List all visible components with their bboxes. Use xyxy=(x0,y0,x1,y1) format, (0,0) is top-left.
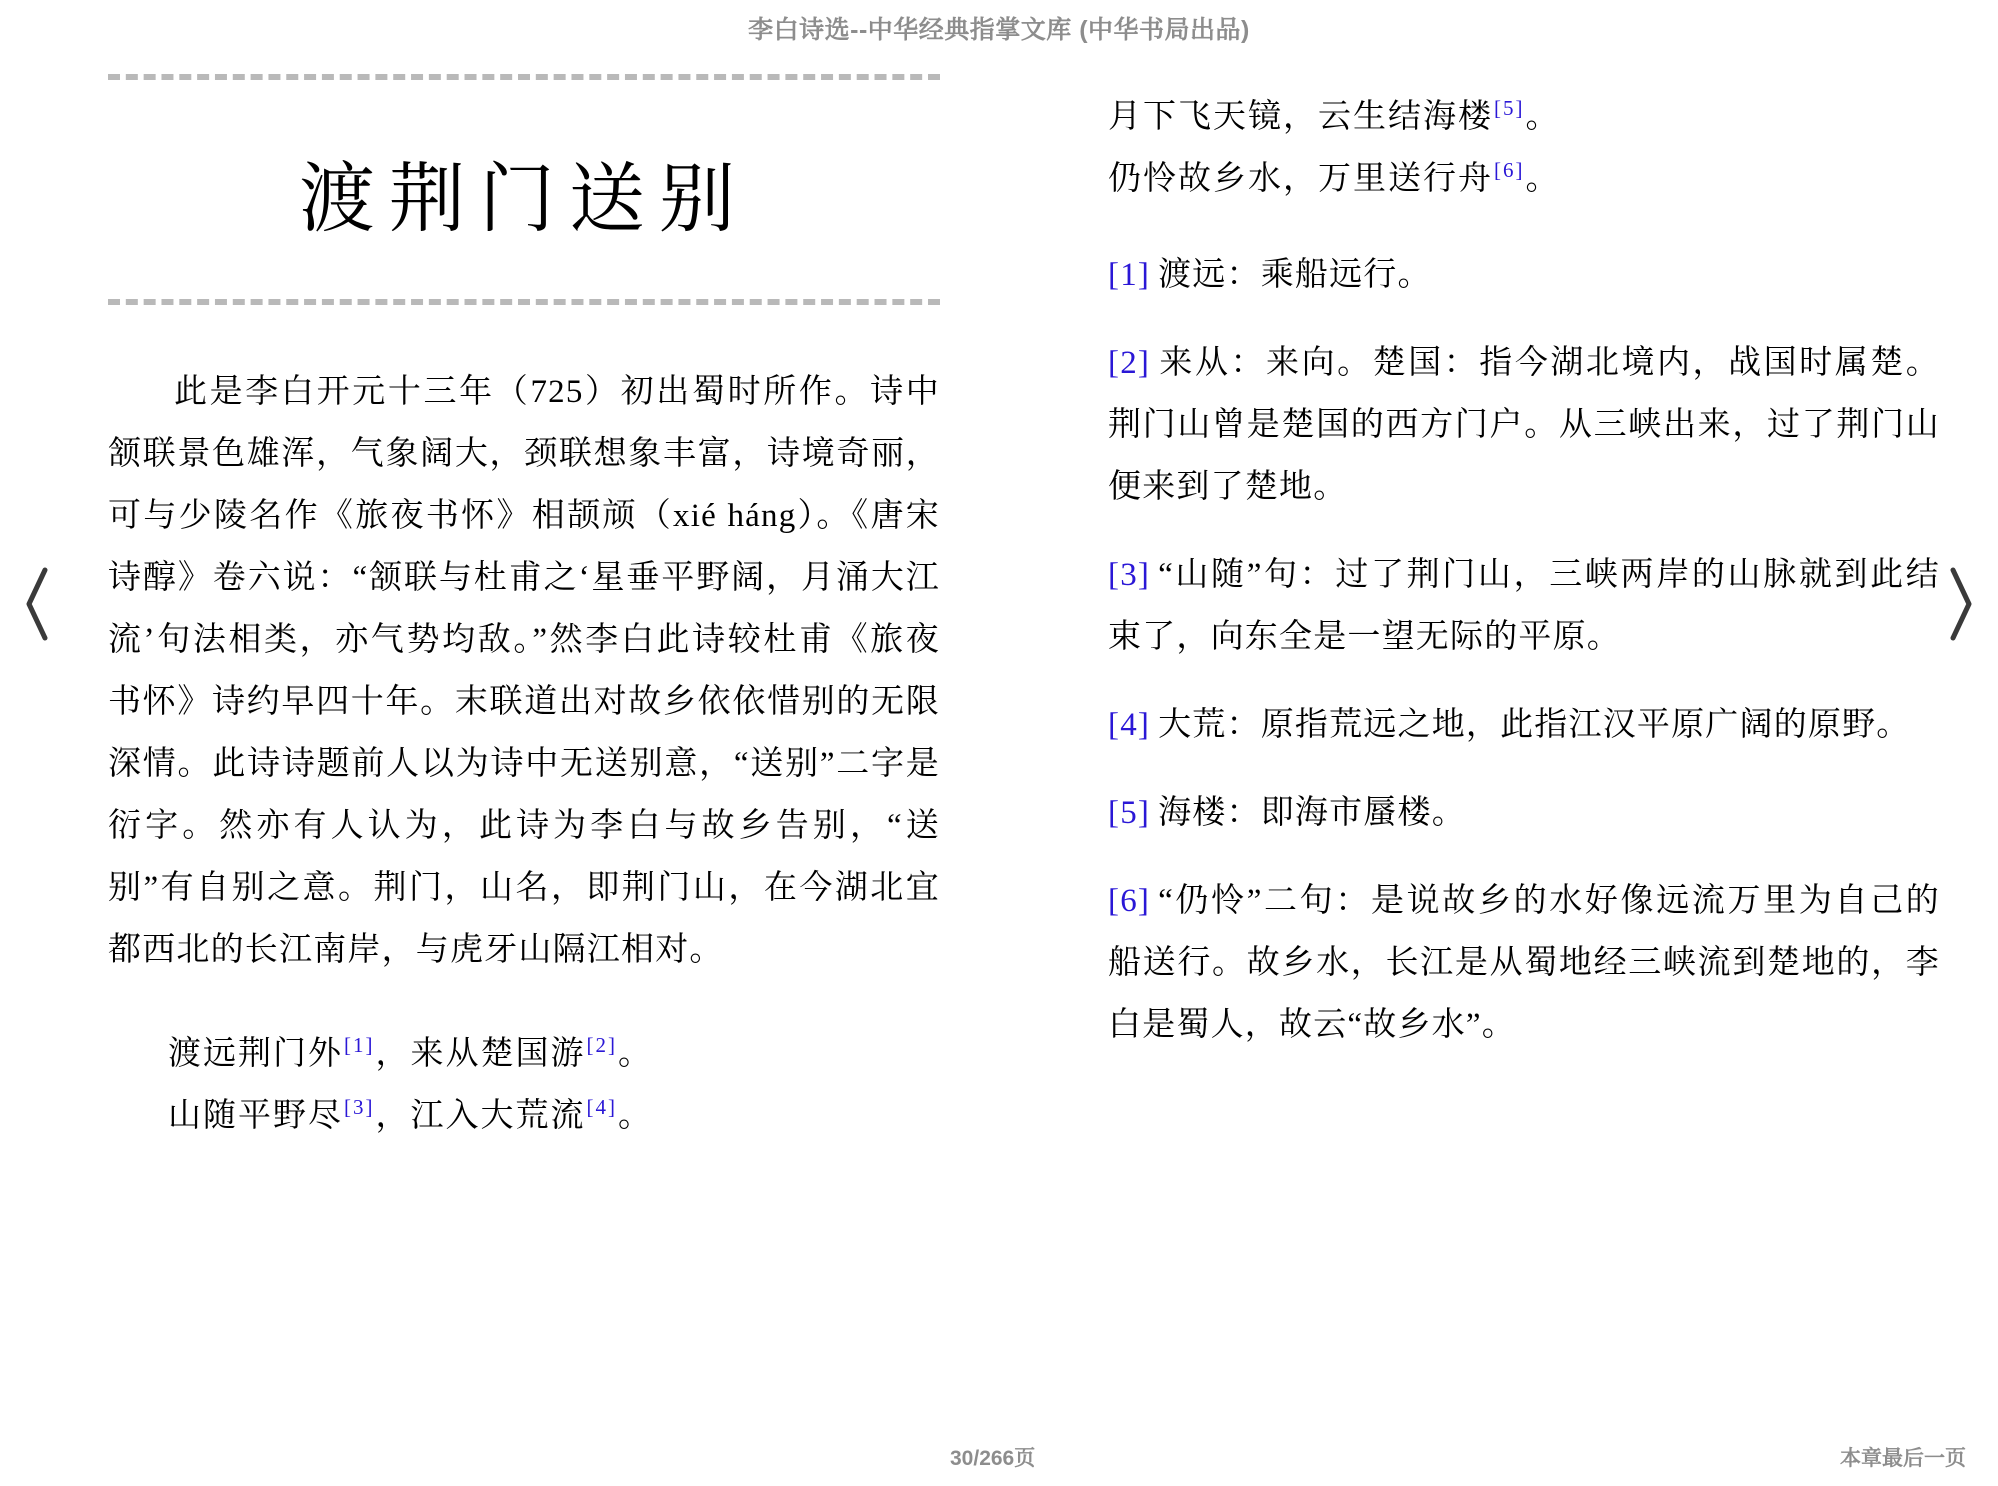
footnote-ref-3[interactable]: [3] xyxy=(344,1095,375,1119)
footnote-text: 渡远：乘船远行。 xyxy=(1158,257,1432,293)
footnote-ref-6[interactable]: [6] xyxy=(1494,158,1525,182)
left-column xyxy=(108,56,940,1147)
poem-text: 月下飞天镜，云生结海楼 xyxy=(1108,99,1493,135)
footnote-item xyxy=(1108,332,1940,518)
footnote-text: 海楼：即海市蜃楼。 xyxy=(1158,795,1466,831)
right-column xyxy=(1108,56,1940,1082)
footnote-ref-2[interactable]: [2] xyxy=(586,1033,617,1057)
footnote-list xyxy=(1108,244,1940,1056)
intro-paragraph: 此是李白开元十三年（725）初出蜀时所作。诗中颔联景色雄浑，气象阔大，颈联想象丰富，诗境奇丽，可与少陵名作《旅夜书怀》相颉颃（xié háng）。《唐宋诗醇》卷六说：“颔联与杜甫之‘星垂平野阔，月涌大江流’句法相类，亦气势均敌。”然李白此诗较杜甫《旅夜书怀》诗约早四十年。末联道出对故乡依依惜别的无限深情。此诗诗题前人以为诗中无送别意，“送别”二字是衍字。然亦有人认为，此诗为李白与故乡告别，“送别”有自别之意。荆门，山名，即荆门山，在今湖北宜都西北的长江南岸，与虎牙山隔江相对。 xyxy=(108,374,940,968)
footnote-item xyxy=(1108,244,1940,306)
footnote-text: 来从：来向。楚国：指今湖北境内，战国时属楚。荆门山曾是楚国的西方门户。从三峡出来，过了荆门山便来到了楚地。 xyxy=(1108,345,1940,505)
footnote-marker[interactable]: [1] xyxy=(1108,257,1151,293)
footnote-item xyxy=(1108,544,1940,668)
chapter-title: 渡荆门送别 xyxy=(299,158,749,242)
poem-line xyxy=(108,1023,940,1085)
poem-text: 山随平野尽 xyxy=(168,1098,343,1134)
footnote-ref-4[interactable]: [4] xyxy=(586,1095,617,1119)
poem-block-left xyxy=(108,1023,940,1147)
footnote-text: “仍怜”二句：是说故乡的水好像远流万里为自己的船送行。故乡水，长江是从蜀地经三峡流到楚地的，李白是蜀人，故云“故乡水”。 xyxy=(1108,883,1940,1043)
poem-text: 。 xyxy=(618,1098,653,1134)
footnote-item xyxy=(1108,870,1940,1056)
footnote-marker[interactable]: [5] xyxy=(1108,795,1151,831)
poem-text: 。 xyxy=(1525,99,1561,135)
poem-line xyxy=(108,1085,940,1147)
title-rule-bottom xyxy=(108,299,940,305)
chapter-position-label: 本章最后一页 xyxy=(1840,1447,1966,1470)
poem-text: ，江入大荒流 xyxy=(375,1098,586,1134)
footnote-ref-1[interactable]: [1] xyxy=(344,1033,375,1057)
footnote-marker[interactable]: [6] xyxy=(1108,883,1151,919)
book-title-text: 李白诗选--中华经典指掌文库 (中华书局出品) xyxy=(748,16,1250,44)
poem-block-right xyxy=(1108,86,1940,210)
poem-line xyxy=(1108,86,1940,148)
poem-text: 渡远荆门外 xyxy=(168,1036,343,1072)
footnote-text: 大荒：原指荒远之地，此指江汉平原广阔的原野。 xyxy=(1158,707,1911,743)
page-progress-label: 30/266页 xyxy=(950,1447,1036,1470)
footnote-text: “山随”句：过了荆门山，三峡两岸的山脉就到此结束了，向东全是一望无际的平原。 xyxy=(1108,557,1940,655)
poem-text: 仍怜故乡水，万里送行舟 xyxy=(1108,161,1493,197)
poem-text: 。 xyxy=(618,1036,653,1072)
footnote-item xyxy=(1108,782,1940,844)
footnote-marker[interactable]: [3] xyxy=(1108,557,1151,593)
poem-line xyxy=(1108,148,1940,210)
poem-text: 。 xyxy=(1525,161,1561,197)
book-title-header xyxy=(0,0,1998,56)
poem-text: ，来从楚国游 xyxy=(375,1036,586,1072)
footnote-marker[interactable]: [4] xyxy=(1108,707,1151,743)
footnote-ref-5[interactable]: [5] xyxy=(1494,96,1525,120)
page-footer xyxy=(0,1420,1998,1486)
footnote-item xyxy=(1108,694,1940,756)
page-content xyxy=(0,56,1998,1406)
footnote-marker[interactable]: [2] xyxy=(1108,345,1151,381)
